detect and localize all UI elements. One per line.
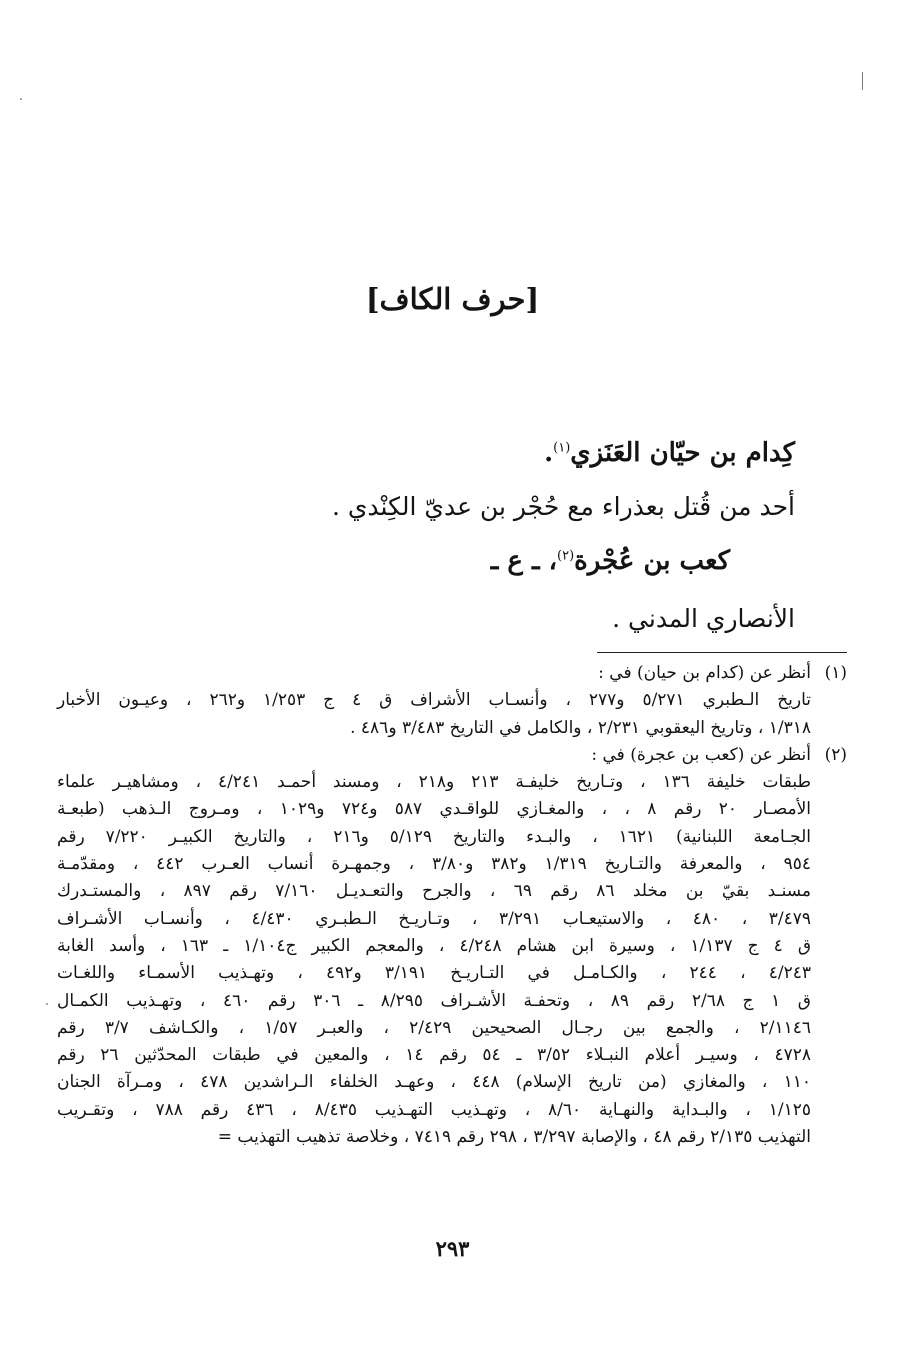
- entry-suffix: ، ـ ع ـ: [490, 546, 557, 576]
- footnote-line: ٢/١١٤٦ ، والجمع بين رجـال الصحيحين ٢/٤٢٩ ، والعبـر ١/٥٧ ، والكـاشف ٣/٧ رقم: [57, 1017, 811, 1038]
- footnote-line: ٣/٤٧٩ ، ٤٨٠ ، والاستيعـاب ٣/٢٩١ ، وتـاريـخ الـطبـري ٤/٤٣٠ ، وأنسـاب الأشـراف: [57, 908, 811, 929]
- page-number: ٢٩٣: [435, 1236, 470, 1261]
- footnote-number: (٢): [824, 744, 847, 765]
- entry-name: كِدام بن حيّان العَنَزي: [570, 438, 795, 468]
- footnote-line: الجـامعة اللبنانية) ١٦٢١ ، والبـدء والتاريخ ٥/١٢٩ و٢١٦ ، والتاريخ الكبيـر ٧/٢٢٠ رقم: [57, 826, 811, 847]
- footnote-line: التهذيب ٢/١٣٥ رقم ٤٨ ، والإصابة ٣/٢٩٧ ، ٢٩٨ رقم ٧٤١٩ ، وخلاصة تذهيب التهذيب =: [217, 1127, 811, 1148]
- footnote-heading: أنظر عن (كعب بن عجرة) في :: [591, 744, 811, 765]
- footnote-ref[interactable]: (٢): [557, 548, 575, 564]
- footnote-line: طبقات خليفة ١٣٦ ، وتـاريخ خليفـة ٢١٣ و٢١٨ ، ومسند أحمـد ٤/٢٤١ ، ومشاهيـر علماء: [57, 772, 811, 793]
- footnote-line: ق ٤ ج ١/١٣٧ ، وسيرة ابن هشام ٤/٢٤٨ ، والمعجم الكبير ج١/١٠٤ ـ ١٦٣ ، وأسد الغابة: [57, 935, 812, 956]
- footnote-heading: أنظر عن (كدام بن حيان) في :: [598, 663, 811, 683]
- footnote-number: (١): [824, 663, 847, 683]
- footnote-line: ١١٠ ، والمغازي (من تاريخ الإسلام) ٤٤٨ ، وعهـد الخلفاء الـراشدين ٤٧٨ ، ومـرآة الجنان: [57, 1072, 812, 1093]
- entry-name: كعب بن عُجْرة: [574, 546, 730, 576]
- footnote-heading-line: [57, 660, 847, 687]
- footnote-line: ٩٥٤ ، والمعرفة والتـاريخ ١/٣١٩ و٣٨٢ و٣/٨٠ ، وجمهـرة أنساب العـرب ٤٤٢ ، ومقدّمـة: [57, 854, 811, 875]
- footnote: [57, 660, 847, 742]
- footnote-line: ٤/٢٤٣ ، ٢٤٤ ، والكـامـل في التـاريـخ ٣/١٩١ و٤٩٢ ، وتهـذيب الأسمـاء واللغـات: [57, 963, 811, 984]
- footnote-separator: [597, 652, 847, 653]
- entry-description: أحد من قُتل بعذراء مع حُجْر بن عديّ الكِنْدي .: [331, 492, 795, 521]
- scan-speck: [46, 1003, 48, 1005]
- footnote-line: ١/١٢٥ ، والبـداية والنهـاية ٨/٦٠ ، وتهـذيب التهـذيب ٨/٤٣٥ ، ٤٣٦ رقم ٧٨٨ ، وتقـريب: [57, 1099, 812, 1120]
- footnote-line: ق ١ ج ٢/٦٨ رقم ٨٩ ، وتحفـة الأشـراف ٨/٢٩٥ ـ ٣٠٦ رقم ٤٦٠ ، وتهـذيب الكمـال: [57, 990, 811, 1011]
- entry-description: الأنصاري المدني .: [612, 604, 795, 633]
- footnote: [57, 742, 847, 1151]
- footnotes: [57, 660, 847, 1151]
- scan-speck: [20, 98, 22, 100]
- footnote-line: مسنـد بقيّ بن مخلد ٨٦ رقم ٦٩ ، والجرح والتعـديـل ٧/١٦٠ رقم ٨٩٧ ، والمستـدرك: [57, 881, 811, 902]
- section-heading: [حرف الكاف]: [365, 282, 540, 316]
- footnote-line: الأمصـار ٢٠ رقم ٨ ، ، والمغـازي للواقـدي ٥٨٧ و٧٢٤ و١٠٢٩ ، ومـروج الـذهب (طبعـة: [57, 799, 811, 820]
- footnote-heading-line: [57, 742, 847, 769]
- scan-edge-mark: [862, 72, 863, 90]
- footnote-ref[interactable]: (١): [553, 440, 571, 456]
- footnote-line: ٤٧٢٨ ، وسيـر أعلام النبـلاء ٣/٥٢ ـ ٥٤ رقم ١٤ ، والمعين في طبقات المحدّثين ٢٦ رقم: [57, 1045, 812, 1066]
- footnote-line: ١/٣١٨ ، وتاريخ اليعقوبي ٢/٢٣١ ، والكامل في التاريخ ٣/٤٨٣ و٤٨٦ .: [350, 717, 811, 738]
- entry-suffix: .: [544, 438, 554, 468]
- footnote-line: تاريخ الـطبري ٥/٢٧١ و٢٧٧ ، وأنسـاب الأشراف ق ٤ ج ١/٢٥٣ و٢٦٢ ، وعيـون الأخبار: [57, 690, 812, 711]
- entry-title: [544, 438, 795, 468]
- entry-title: [491, 546, 730, 576]
